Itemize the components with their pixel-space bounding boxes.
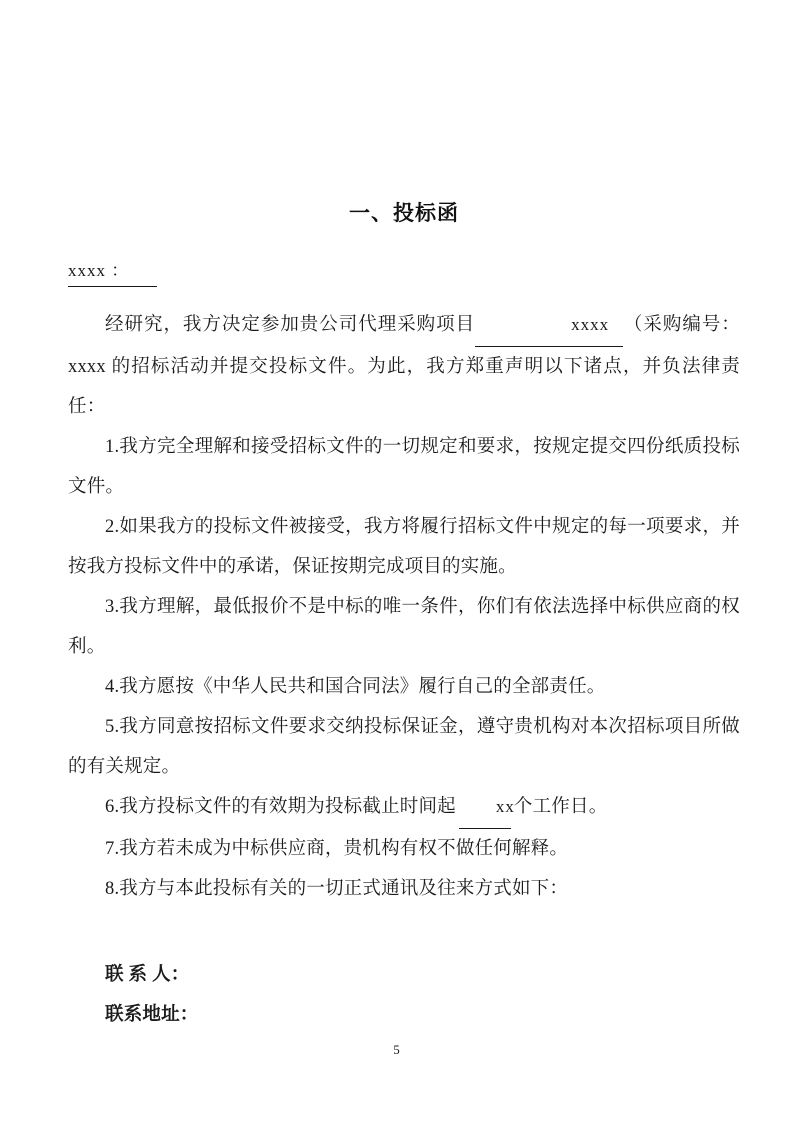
clause-2-text: 如果我方的投标文件被接受，我方将履行招标文件中规定的每一项要求，并按我方投标文件中的承诺，保证按期完成项目的实施。	[68, 517, 740, 577]
contact-person-label: 联 系 人：	[105, 965, 190, 985]
clause-5-number: 5.	[105, 717, 120, 737]
clause-item-6	[68, 787, 740, 829]
clause-7-text: 我方若未成为中标供应商，贵机构有权不做任何解释。	[119, 839, 569, 859]
clause-item-7	[68, 829, 740, 869]
page-number: 5	[393, 1042, 400, 1057]
clause-item-3	[68, 587, 740, 667]
lead-text-before-blank: 经研究，我方决定参加贵公司代理采购项目	[105, 315, 476, 335]
clause-6-text-after-blank: 个工作日。	[513, 797, 608, 817]
clause-1-number: 1.	[105, 437, 120, 457]
clause-4-text: 我方愿按《中华人民共和国合同法》履行自己的全部责任。	[119, 677, 606, 697]
clause-item-5	[68, 707, 740, 787]
recipient-field[interactable]: xxxx ：	[68, 258, 157, 287]
document-content	[68, 0, 740, 1035]
validity-days-blank[interactable]: xx	[459, 787, 511, 829]
clause-8-number: 8.	[105, 879, 120, 899]
clause-1-text: 我方完全理解和接受招标文件的一切规定和要求，按规定提交四份纸质投标文件。	[68, 437, 740, 497]
clause-4-number: 4.	[105, 677, 120, 697]
project-name-blank[interactable]: xxxx	[475, 305, 623, 347]
contact-block	[68, 955, 740, 1035]
clause-item-2	[68, 507, 740, 587]
clause-7-number: 7.	[105, 839, 120, 859]
clause-item-4	[68, 667, 740, 707]
contact-address-label: 联系地址：	[105, 1005, 199, 1025]
clause-3-text: 我方理解，最低报价不是中标的唯一条件，你们有依法选择中标供应商的权利。	[68, 597, 740, 657]
clause-8-text: 我方与本此投标有关的一切正式通讯及往来方式如下：	[119, 879, 569, 899]
clause-5-text: 我方同意按招标文件要求交纳投标保证金，遵守贵机构对本次招标项目所做的有关规定。	[68, 717, 740, 777]
clause-6-text-before-blank: 我方投标文件的有效期为投标截止时间起	[119, 797, 456, 817]
clause-3-number: 3.	[105, 597, 120, 617]
clause-2-number: 2.	[105, 517, 120, 537]
clause-item-1	[68, 427, 740, 507]
lead-text-after-blank: （采购编号：xxxx 的招标活动并提交投标文件。为此，我方郑重声明以下诸点，并负法律责任：	[68, 315, 741, 417]
lead-paragraph	[68, 305, 740, 427]
recipient-row	[68, 258, 740, 287]
clause-6-number: 6.	[105, 797, 120, 817]
page-title: 一、投标函	[349, 201, 459, 225]
clause-item-8	[68, 869, 740, 909]
